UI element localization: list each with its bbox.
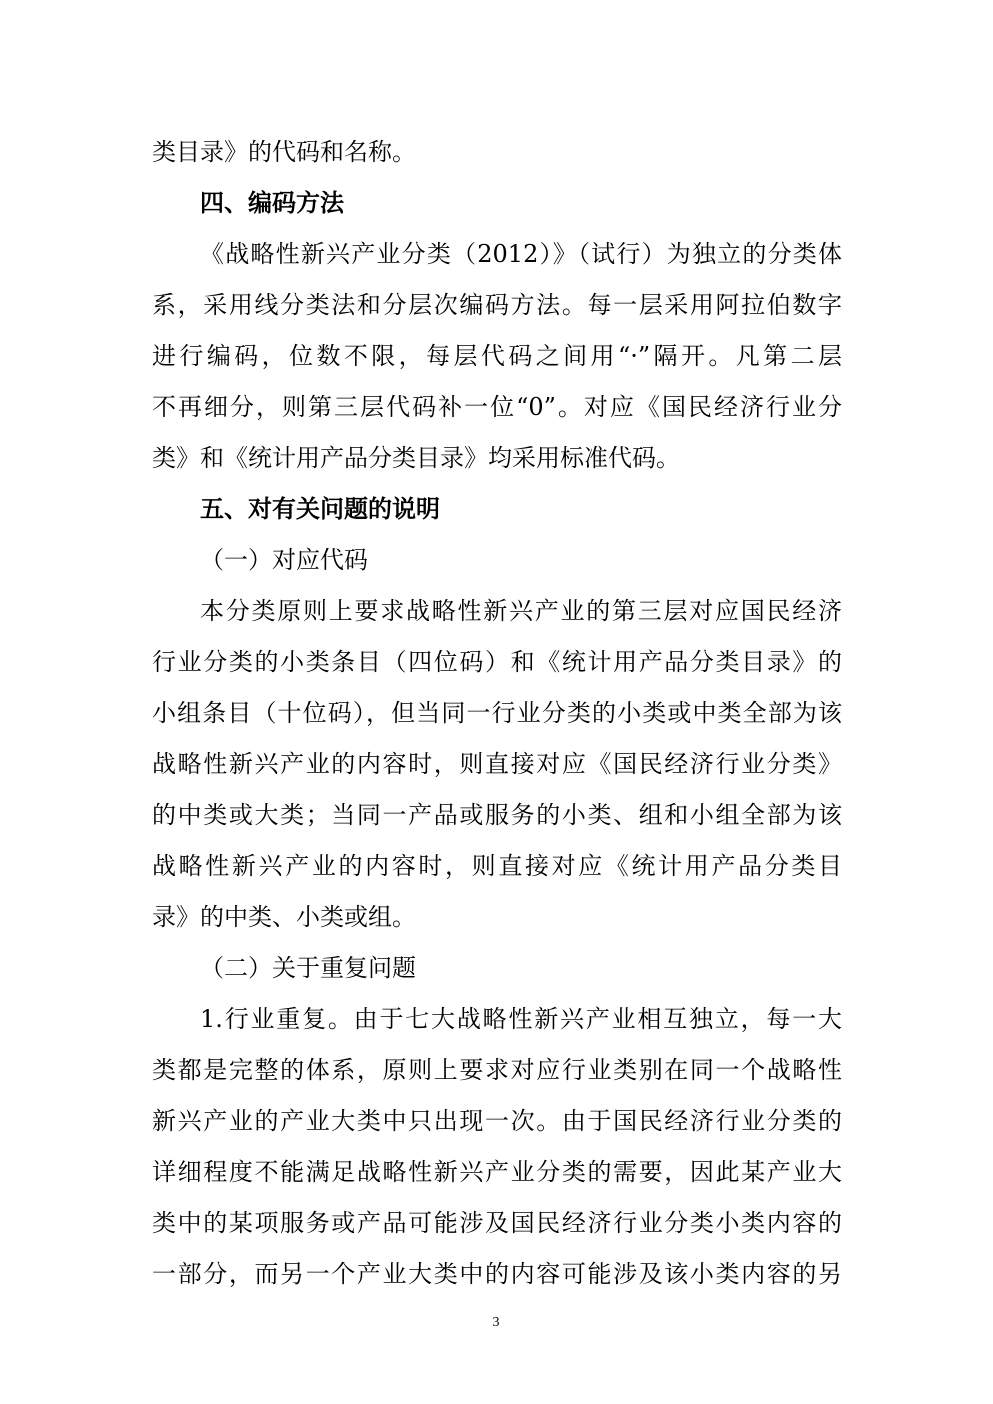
- paragraph-line: 的中类或大类；当同一产品或服务的小类、组和小组全部为该: [152, 801, 842, 829]
- section-heading-notes: 五、对有关问题的说明: [200, 495, 440, 523]
- paragraph-line: 进行编码，位数不限，每层代码之间用“·”隔开。凡第二层: [152, 342, 842, 370]
- subsection-heading-duplication: （二）关于重复问题: [200, 954, 416, 982]
- paragraph-line: 类目录》的代码和名称。: [152, 138, 416, 166]
- paragraph-line: 类都是完整的体系，原则上要求对应行业类别在同一个战略性: [152, 1056, 842, 1084]
- paragraph-line: 一部分，而另一个产业大类中的内容可能涉及该小类内容的另: [152, 1260, 842, 1288]
- paragraph-line: 类》和《统计用产品分类目录》均采用标准代码。: [152, 444, 680, 472]
- paragraph-line: 新兴产业的产业大类中只出现一次。由于国民经济行业分类的: [152, 1107, 842, 1135]
- section-heading-encoding-method: 四、编码方法: [200, 189, 344, 217]
- paragraph-line: 行业分类的小类条目（四位码）和《统计用产品分类目录》的: [152, 648, 842, 676]
- paragraph-line: 系，采用线分类法和分层次编码方法。每一层采用阿拉伯数字: [152, 291, 842, 319]
- page-number: 3: [492, 1315, 500, 1330]
- paragraph-line: 不再细分，则第三层代码补一位“0”。对应《国民经济行业分: [152, 393, 842, 421]
- paragraph-line: 录》的中类、小类或组。: [152, 903, 416, 931]
- paragraph-line: 战略性新兴产业的内容时，则直接对应《国民经济行业分类》: [152, 750, 842, 778]
- paragraph-line: 类中的某项服务或产品可能涉及国民经济行业分类小类内容的: [152, 1209, 842, 1237]
- subsection-heading-codes: （一）对应代码: [200, 546, 368, 574]
- paragraph-line: 战略性新兴产业的内容时，则直接对应《统计用产品分类目: [152, 852, 842, 880]
- paragraph-line: 详细程度不能满足战略性新兴产业分类的需要，因此某产业大: [152, 1158, 842, 1186]
- paragraph-line: 小组条目（十位码），但当同一行业分类的小类或中类全部为该: [152, 699, 842, 727]
- paragraph-line: 本分类原则上要求战略性新兴产业的第三层对应国民经济: [200, 597, 842, 625]
- paragraph-line: 1.行业重复。由于七大战略性新兴产业相互独立，每一大: [200, 1005, 842, 1033]
- paragraph-line: 《战略性新兴产业分类（2012）》（试行）为独立的分类体: [200, 240, 842, 268]
